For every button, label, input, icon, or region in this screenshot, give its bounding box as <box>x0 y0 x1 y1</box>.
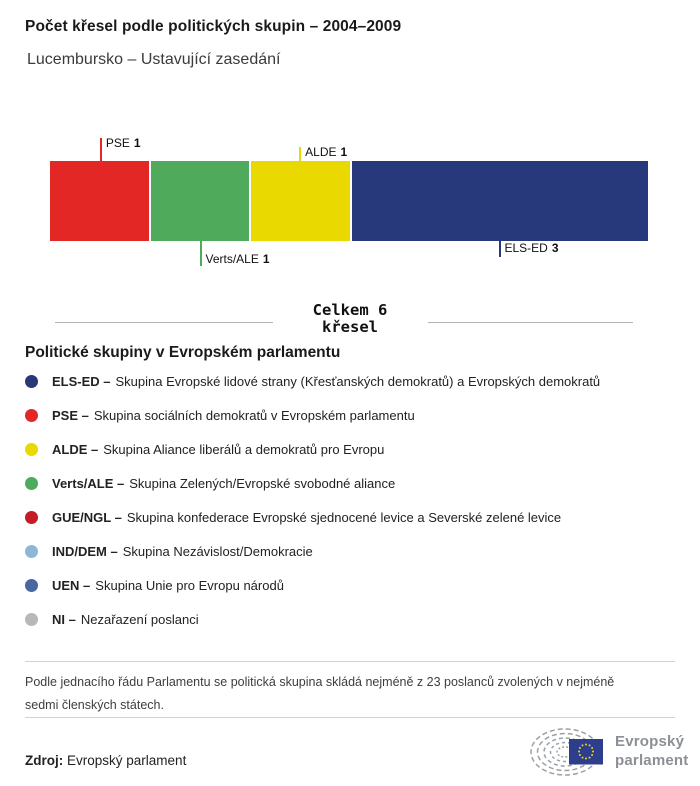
legend-group-desc: Skupina Unie pro Evropu národů <box>95 577 284 593</box>
source-line <box>25 753 186 768</box>
source-label: Zdroj: <box>25 753 64 768</box>
legend-dot-pse <box>25 409 38 422</box>
callout-tick-els-ed <box>499 241 501 257</box>
callout-label-alde: ALDE 1 <box>305 145 348 159</box>
legend-row-alde <box>25 432 685 466</box>
bar-segment-verts-ale <box>151 161 250 241</box>
legend-row-gue-ngl <box>25 500 685 534</box>
callout-tick-pse <box>100 138 102 161</box>
legend-group-desc: Skupina Zelených/Evropské svobodné aliance <box>129 475 396 491</box>
seats-stacked-bar <box>50 136 648 266</box>
legend-group-name: PSE – <box>52 407 89 423</box>
legend-group-desc: Skupina konfederace Evropské sjednocené levice a Severské zelené levice <box>126 509 562 525</box>
legend-group-name: GUE/NGL – <box>52 509 122 525</box>
legend-dot-verts-ale <box>25 477 38 490</box>
legend <box>25 364 685 636</box>
footer-divider-top <box>25 661 675 662</box>
bar-segment-pse <box>50 161 149 241</box>
total-caption-line1: Celkem 6 <box>312 301 388 319</box>
legend-row-ni <box>25 602 685 636</box>
eu-flag-icon <box>569 739 603 765</box>
callout-label-verts-ale: Verts/ALE 1 <box>205 252 270 266</box>
legend-group-name: NI – <box>52 611 76 627</box>
legend-dot-alde <box>25 443 38 456</box>
legend-dot-gue-ngl <box>25 511 38 524</box>
legend-group-name: UEN – <box>52 577 91 593</box>
callout-label-pse: PSE 1 <box>105 136 141 150</box>
total-seats-caption <box>0 302 700 336</box>
legend-dot-ind-dem <box>25 545 38 558</box>
legend-group-desc: Nezařazení poslanci <box>80 611 199 627</box>
page-subtitle: Lucembursko – Ustavující zasedání <box>27 51 281 68</box>
legend-group-desc: Skupina Nezávislost/Demokracie <box>122 543 313 559</box>
legend-dot-ni <box>25 613 38 626</box>
parliament-hemicycle-icon <box>528 726 606 778</box>
legend-group-name: ALDE – <box>52 441 99 457</box>
legend-row-ind-dem <box>25 534 685 568</box>
legend-group-desc: Skupina Evropské lidové strany (Křesťanských demokratů) a Evropských demokratů <box>115 373 601 389</box>
total-divider-right <box>428 322 633 323</box>
legend-row-uen <box>25 568 685 602</box>
total-caption-line2: křesel <box>322 318 378 336</box>
page-title: Počet křesel podle politických skupin – 2004–2009 <box>25 18 402 35</box>
legend-group-desc: Skupina Aliance liberálů a demokratů pro Evropu <box>103 441 385 457</box>
footer-divider-bottom <box>25 717 675 718</box>
callout-label-els-ed: ELS-ED 3 <box>504 241 559 255</box>
legend-row-verts-ale <box>25 466 685 500</box>
bar-segment-alde <box>251 161 350 241</box>
logo-wordmark: Evropský parlament <box>615 733 689 769</box>
legend-group-desc: Skupina sociálních demokratů v Evropském parlamentu <box>93 407 415 423</box>
callout-tick-alde <box>299 147 301 161</box>
source-value: Evropský parlament <box>67 753 187 768</box>
legend-dot-uen <box>25 579 38 592</box>
legend-dot-els-ed <box>25 375 38 388</box>
legend-group-name: Verts/ALE – <box>52 475 125 491</box>
callout-tick-verts-ale <box>200 241 202 266</box>
legend-heading: Politické skupiny v Evropském parlamentu <box>25 344 341 361</box>
legend-row-els-ed <box>25 364 685 398</box>
bar-segment-els-ed <box>352 161 648 241</box>
legend-row-pse <box>25 398 685 432</box>
european-parliament-logo <box>528 726 689 778</box>
legend-group-name: ELS-ED – <box>52 373 111 389</box>
legend-group-name: IND/DEM – <box>52 543 118 559</box>
footnote: Podle jednacího řádu Parlamentu se politická skupina skládá nejméně z 23 poslanců zvolených v nejméně sedmi členských státech. <box>25 675 615 712</box>
